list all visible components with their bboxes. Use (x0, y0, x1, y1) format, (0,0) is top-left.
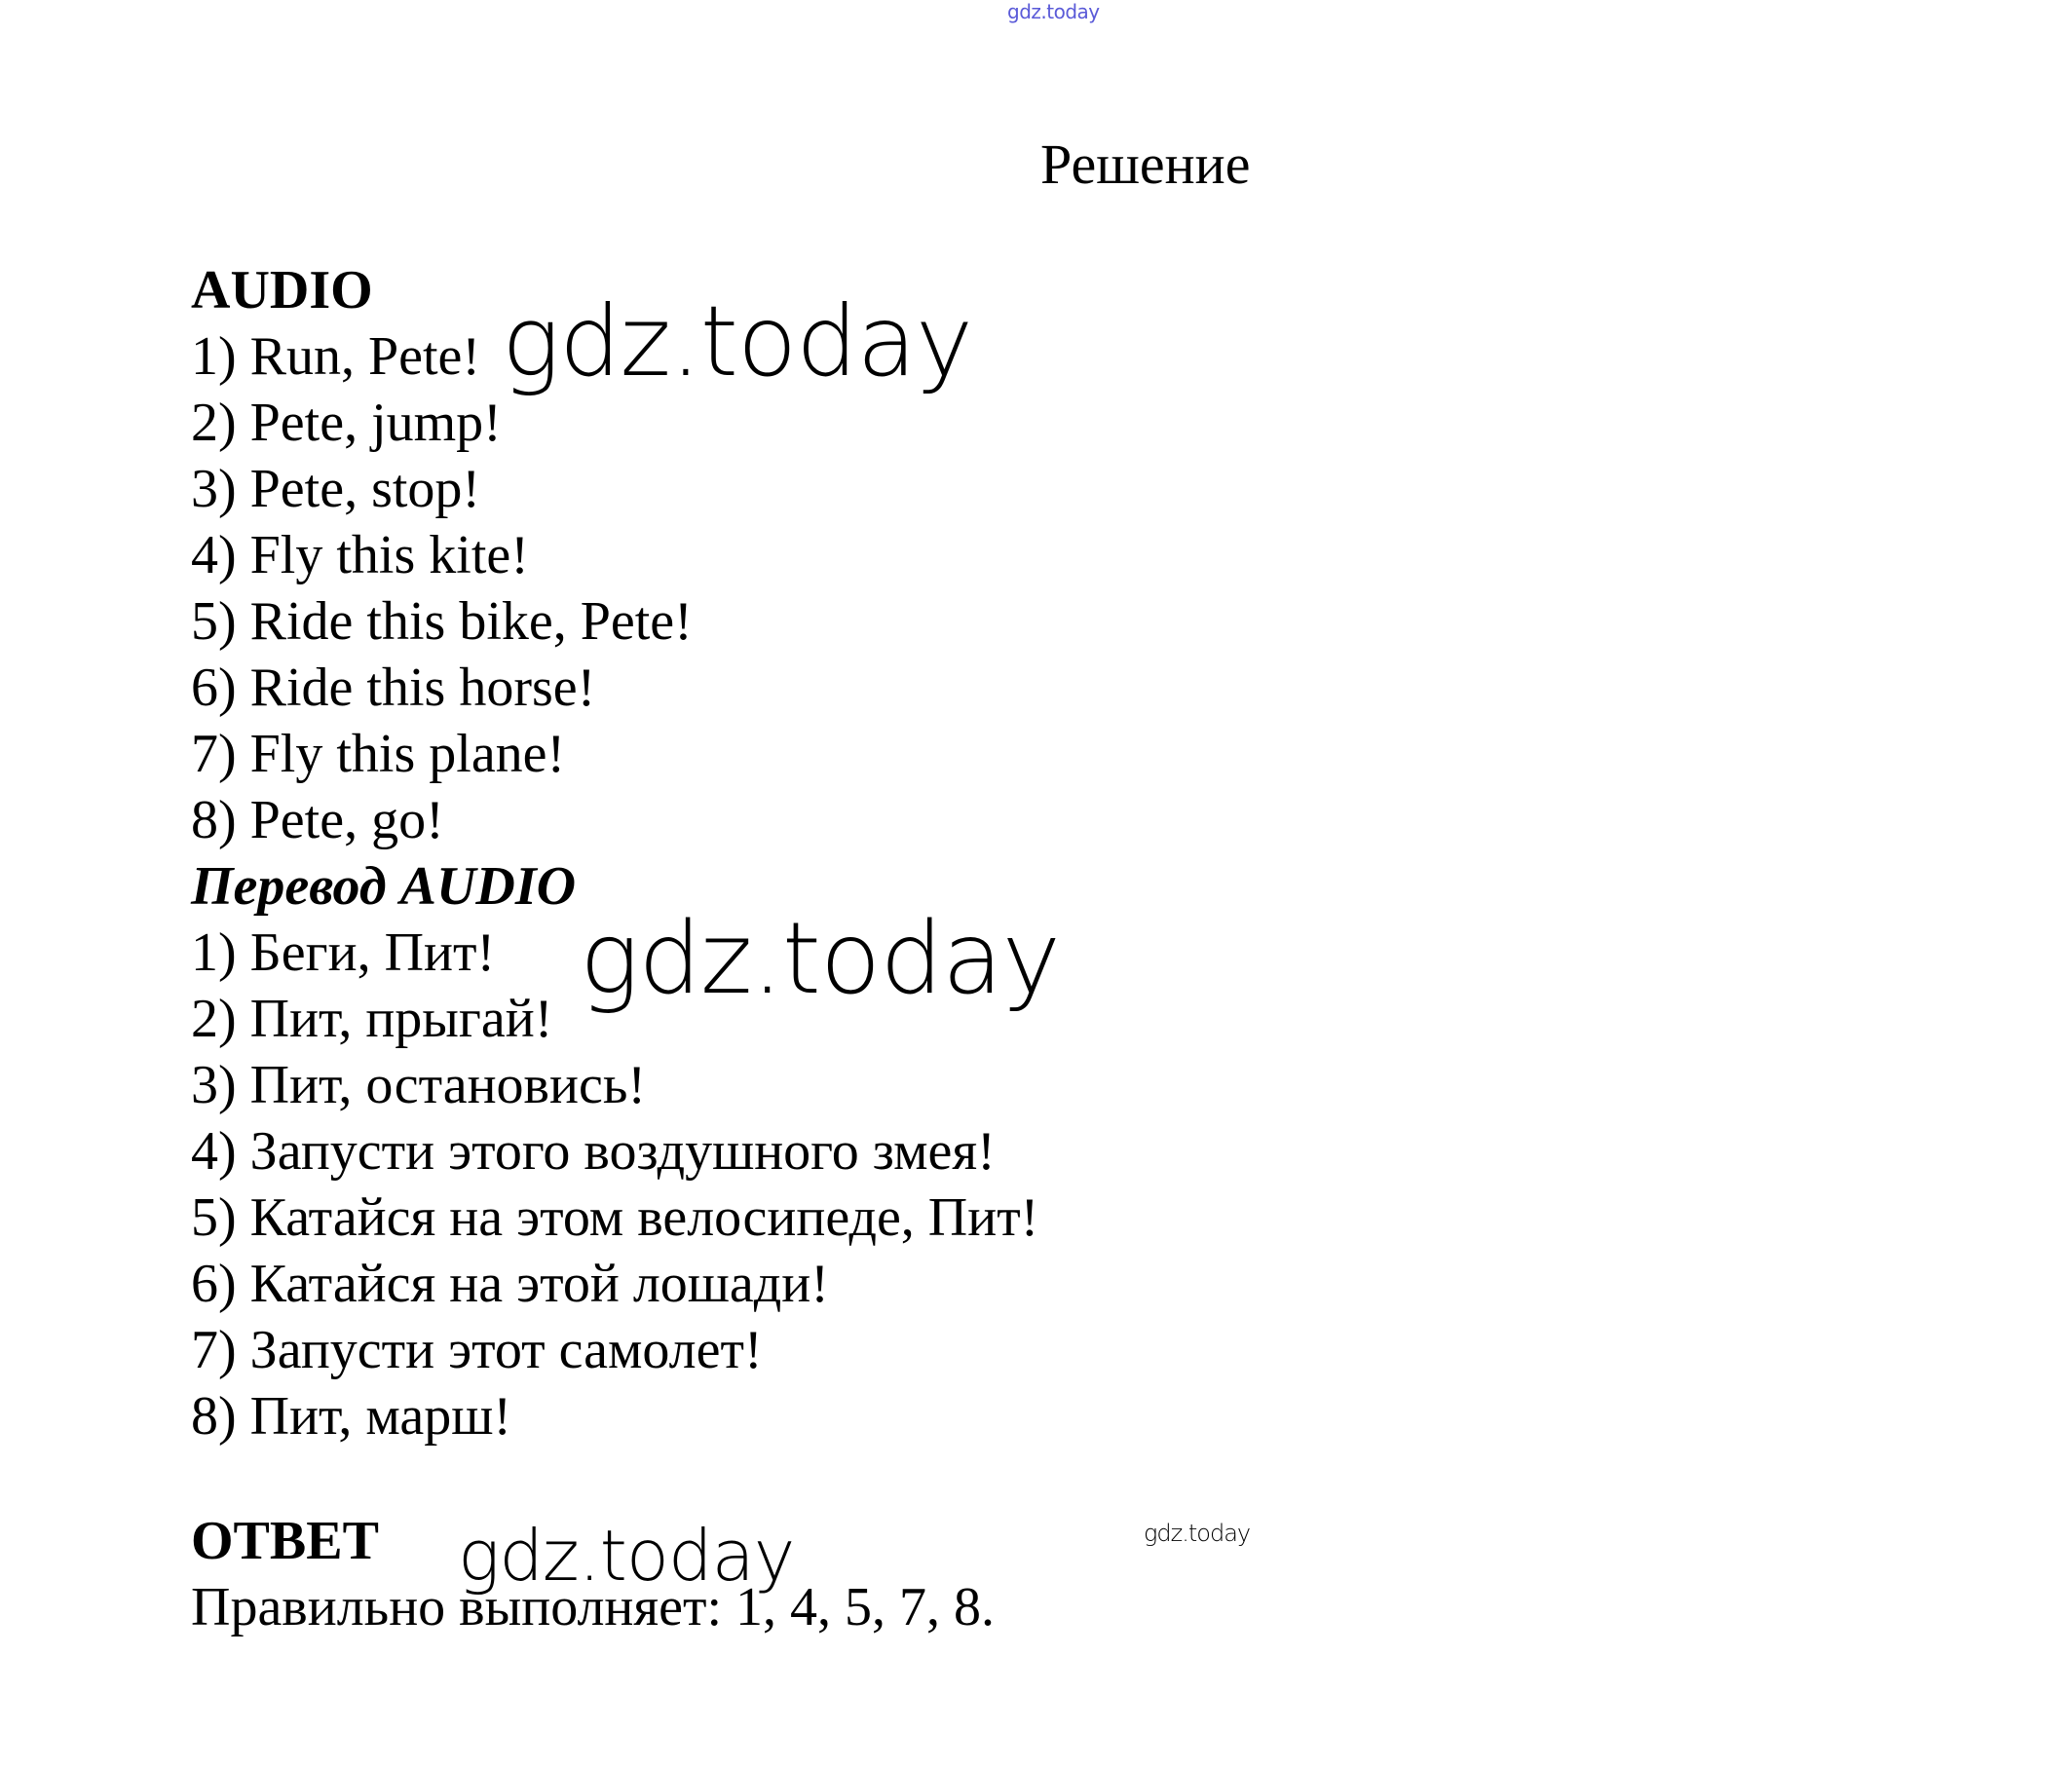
translation-line: 3) Пит, остановись! (191, 1055, 647, 1115)
audio-heading: AUDIO (191, 260, 373, 320)
translation-line: 2) Пит, прыгай! (191, 989, 553, 1049)
watermark-text: gdz.today (1144, 1520, 1251, 1547)
audio-line: 7) Fly this plane! (191, 724, 566, 784)
watermark-text: gdz.today (502, 284, 973, 398)
page-title: Решение (1040, 132, 1251, 196)
watermark-text: gdz.today (580, 901, 1060, 1017)
audio-line: 4) Fly this kite! (191, 525, 529, 585)
translation-line: 8) Пит, марш! (191, 1386, 511, 1447)
watermark-text: gdz.today (458, 1515, 795, 1597)
translation-heading: Перевод AUDIO (191, 856, 577, 917)
translation-line: 1) Беги, Пит! (191, 922, 496, 983)
audio-line: 3) Pete, stop! (191, 459, 481, 519)
translation-line: 7) Запусти этот самолет! (191, 1320, 763, 1380)
answer-heading: ОТВЕТ (191, 1511, 379, 1571)
answer-text: Правильно выполняет: 1, 4, 5, 7, 8. (191, 1577, 996, 1637)
translation-line: 5) Катайся на этом велосипеде, Пит! (191, 1187, 1039, 1248)
audio-line: 2) Pete, jump! (191, 393, 502, 453)
section-spacer (191, 1449, 1038, 1508)
audio-line: 5) Ride this bike, Pete! (191, 591, 693, 652)
audio-line: 8) Pete, go! (191, 790, 444, 850)
translation-line: 4) Запусти этого воздушного змея! (191, 1121, 996, 1182)
audio-line: 1) Run, Pete! (191, 326, 481, 387)
top-watermark: gdz.today (1007, 0, 1100, 23)
audio-line: 6) Ride this horse! (191, 658, 596, 718)
translation-line: 6) Катайся на этой лошади! (191, 1254, 829, 1314)
